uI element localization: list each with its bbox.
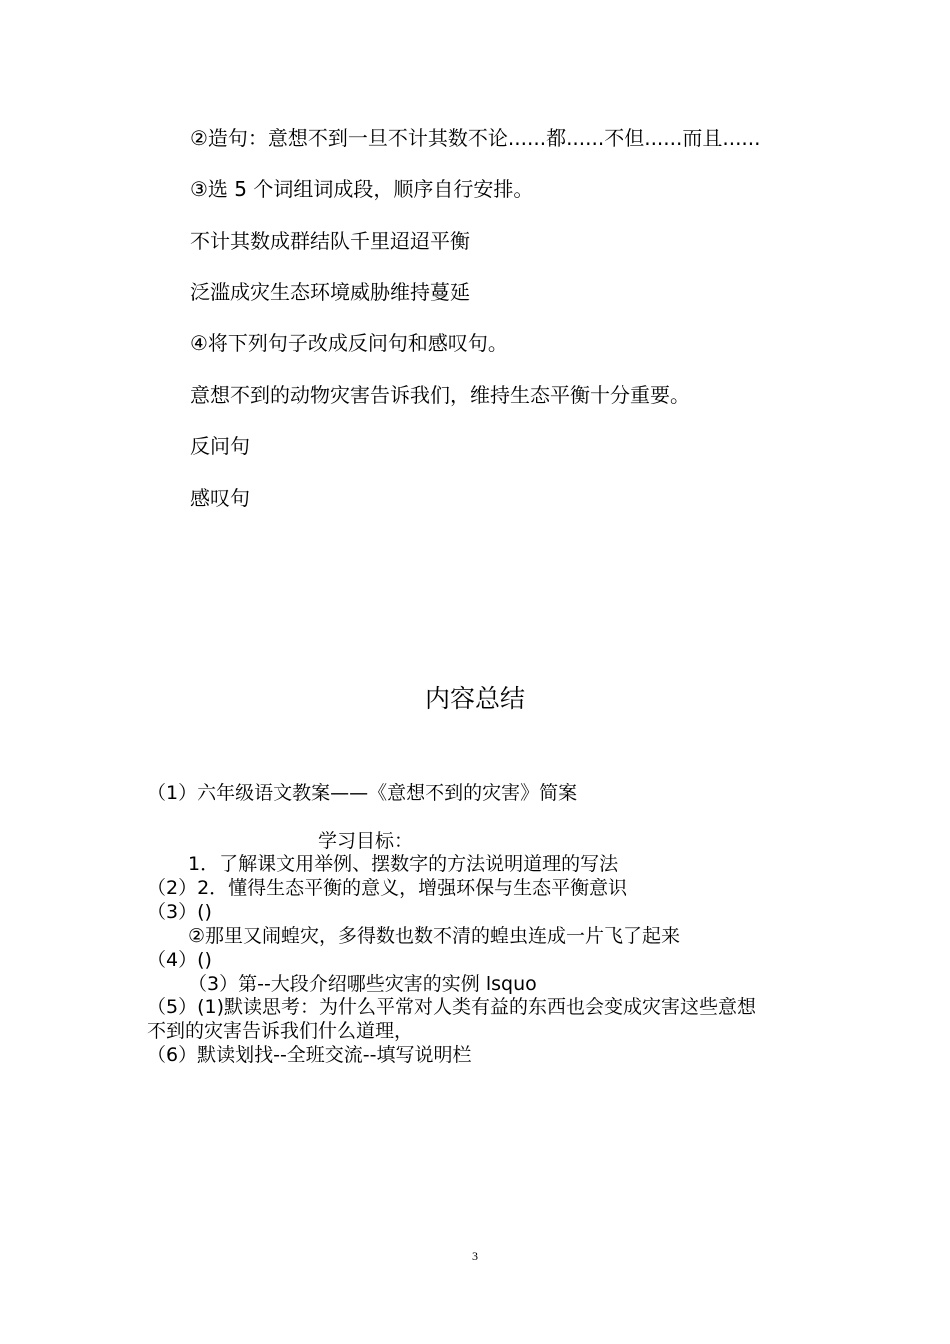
exercise-line-rhetorical-label: 反问句 xyxy=(190,434,250,458)
summary-line-4: （4）() xyxy=(147,949,212,971)
summary-line-5: （5）(1)默读思考：为什么平常对人类有益的东西也会变成灾害这些意想 xyxy=(147,996,757,1018)
summary-line-locust: ②那里又闹蝗灾，多得数也数不清的蝗虫连成一片飞了起来 xyxy=(188,925,681,947)
exercise-line-sentence-making: ②造句：意想不到一旦不计其数不论......都......不但......而且...... xyxy=(190,126,761,150)
summary-line-5-continued: 不到的灾害告诉我们什么道理， xyxy=(147,1020,414,1042)
summary-line-2: （2）2．懂得生态平衡的意义，增强环保与生态平衡意识 xyxy=(147,877,628,899)
summary-line-6: （6）默读划找--全班交流--填写说明栏 xyxy=(147,1044,472,1066)
summary-line-goal-1: 1．了解课文用举例、摆数字的方法说明道理的写法 xyxy=(188,853,619,875)
exercise-line-word-group-2: 泛滥成灾生态环境威胁维持蔓延 xyxy=(190,280,470,304)
summary-line-examples: （3）第--大段介绍哪些灾害的实例 lsquo xyxy=(188,973,537,995)
summary-line-1: （1）六年级语文教案——《意想不到的灾害》简案 xyxy=(147,782,578,804)
summary-line-3: （3）() xyxy=(147,901,212,923)
page-number: 3 xyxy=(472,1249,478,1263)
summary-line-goal-heading: 学习目标： xyxy=(318,830,414,852)
exercise-line-exclamatory-label: 感叹句 xyxy=(190,486,250,510)
summary-title: 内容总结 xyxy=(424,684,525,713)
exercise-line-paragraph-task: ③选 5 个词组词成段，顺序自行安排。 xyxy=(190,177,534,201)
exercise-line-source-sentence: 意想不到的动物灾害告诉我们，维持生态平衡十分重要。 xyxy=(190,383,690,407)
exercise-line-word-group-1: 不计其数成群结队千里迢迢平衡 xyxy=(190,229,470,253)
exercise-line-rewrite-task: ④将下列句子改成反问句和感叹句。 xyxy=(190,331,508,355)
